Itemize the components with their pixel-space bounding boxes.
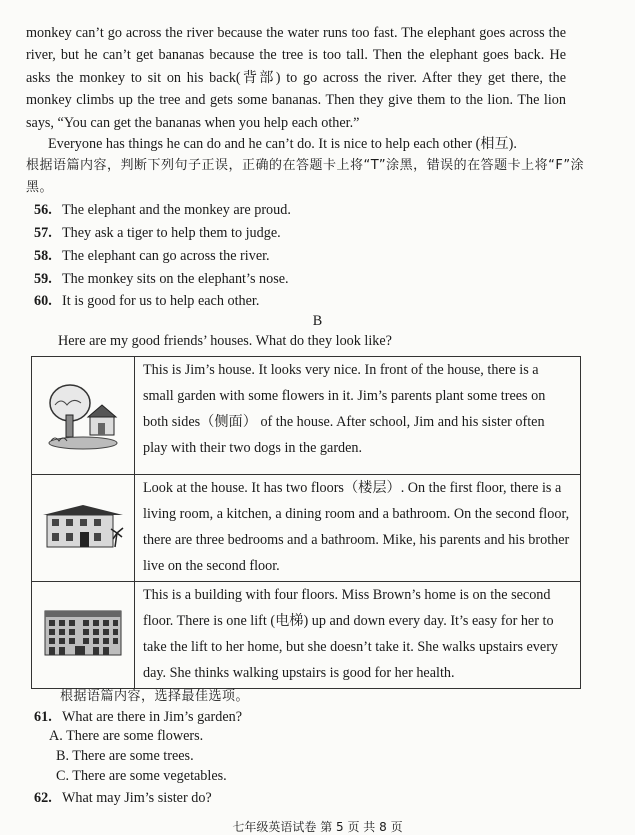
question-60 [34,290,259,312]
two-floor-house-illustration [41,501,125,551]
houses-table [31,356,581,689]
question-59 [34,268,289,290]
question-61 [34,706,242,728]
question-57 [34,222,281,244]
question-text: They ask a tiger to help them to judge. [62,225,281,241]
question-text: The elephant can go across the river. [62,248,270,264]
question-text: What are there in Jim’s garden? [62,709,243,725]
house-description-mike: Look at the house. It has two floors（楼层）. On the first floor, there is a living room, a kitchen, a dining room and a bathroom. On the second floor, there are three bedrooms and a bathroom. Mike, his parents and his brother live on the second floor. [135,475,581,582]
question-text: It is good for us to help each other. [62,293,260,309]
section-b-label: B [312,313,323,329]
table-row [32,582,581,689]
question-58 [34,245,270,267]
passage-a-paragraph-1: monkey can’t go across the river because the water runs too fast. The elephant goes across the river, but he can’t get bananas because the tree is too tall. Then the elephant goes back. He asks the monkey to sit on his back(背部) to go across the river. After they get there, the monkey climbs up the tree and gets some bananas. Then they give them to the lion. The lion says, “You can get the bananas when you help each other.” [26,25,566,131]
true-false-instructions: 根据语篇内容，判断下列句子正误，正确的在答题卡上将“T”涂黑，错误的在答题卡上将“F”涂黑。 [26,158,585,195]
question-number: 62. [34,790,52,806]
option-c: C. There are some vegetables. [56,768,227,784]
option-a: A. There are some flowers. [49,728,204,744]
garden-house-illustration [43,373,123,453]
house-image-cell [32,475,135,582]
question-text: The monkey sits on the elephant’s nose. [62,271,289,287]
question-text: The elephant and the monkey are proud. [62,202,291,218]
question-62 [34,787,212,809]
option-b: B. There are some trees. [56,748,194,764]
house-description-miss-brown: This is a building with four floors. Miss Brown’s home is on the second floor. There is one lift (电梯) up and down every day. It’s easy for her to take the lift to her home, but she doesn’t take it. She walks upstairs every day. She thinks walking upstairs is good for her health. [135,582,581,689]
question-number: 61. [34,709,52,725]
question-number: 57. [34,225,52,241]
passage-a-paragraph-2: Everyone has things he can do and he can’t do. It is nice to help each other (相互). [48,136,517,152]
table-row [32,475,581,582]
house-description-jim: This is Jim’s house. It looks very nice. In front of the house, there is a small garden with some flowers in it. Jim’s parents plant some trees on both sides（侧面） of the house. After school, Jim and his sister often play with their two dogs in the garden. [135,357,581,475]
question-number: 59. [34,271,52,287]
house-image-cell [32,582,135,689]
question-number: 60. [34,293,52,309]
question-number: 58. [34,248,52,264]
passage-b-intro: Here are my good friends’ houses. What do they look like? [58,333,392,349]
multiple-choice-instructions: 根据语篇内容，选择最佳选项。 [60,689,250,704]
page-footer: 七年级英语试卷 第 5 页 共 8 页 [232,820,403,834]
question-56 [34,199,291,221]
question-text: What may Jim’s sister do? [62,790,212,806]
four-floor-building-illustration [41,607,125,659]
table-row [32,357,581,475]
house-image-cell [32,357,135,475]
question-number: 56. [34,202,52,218]
